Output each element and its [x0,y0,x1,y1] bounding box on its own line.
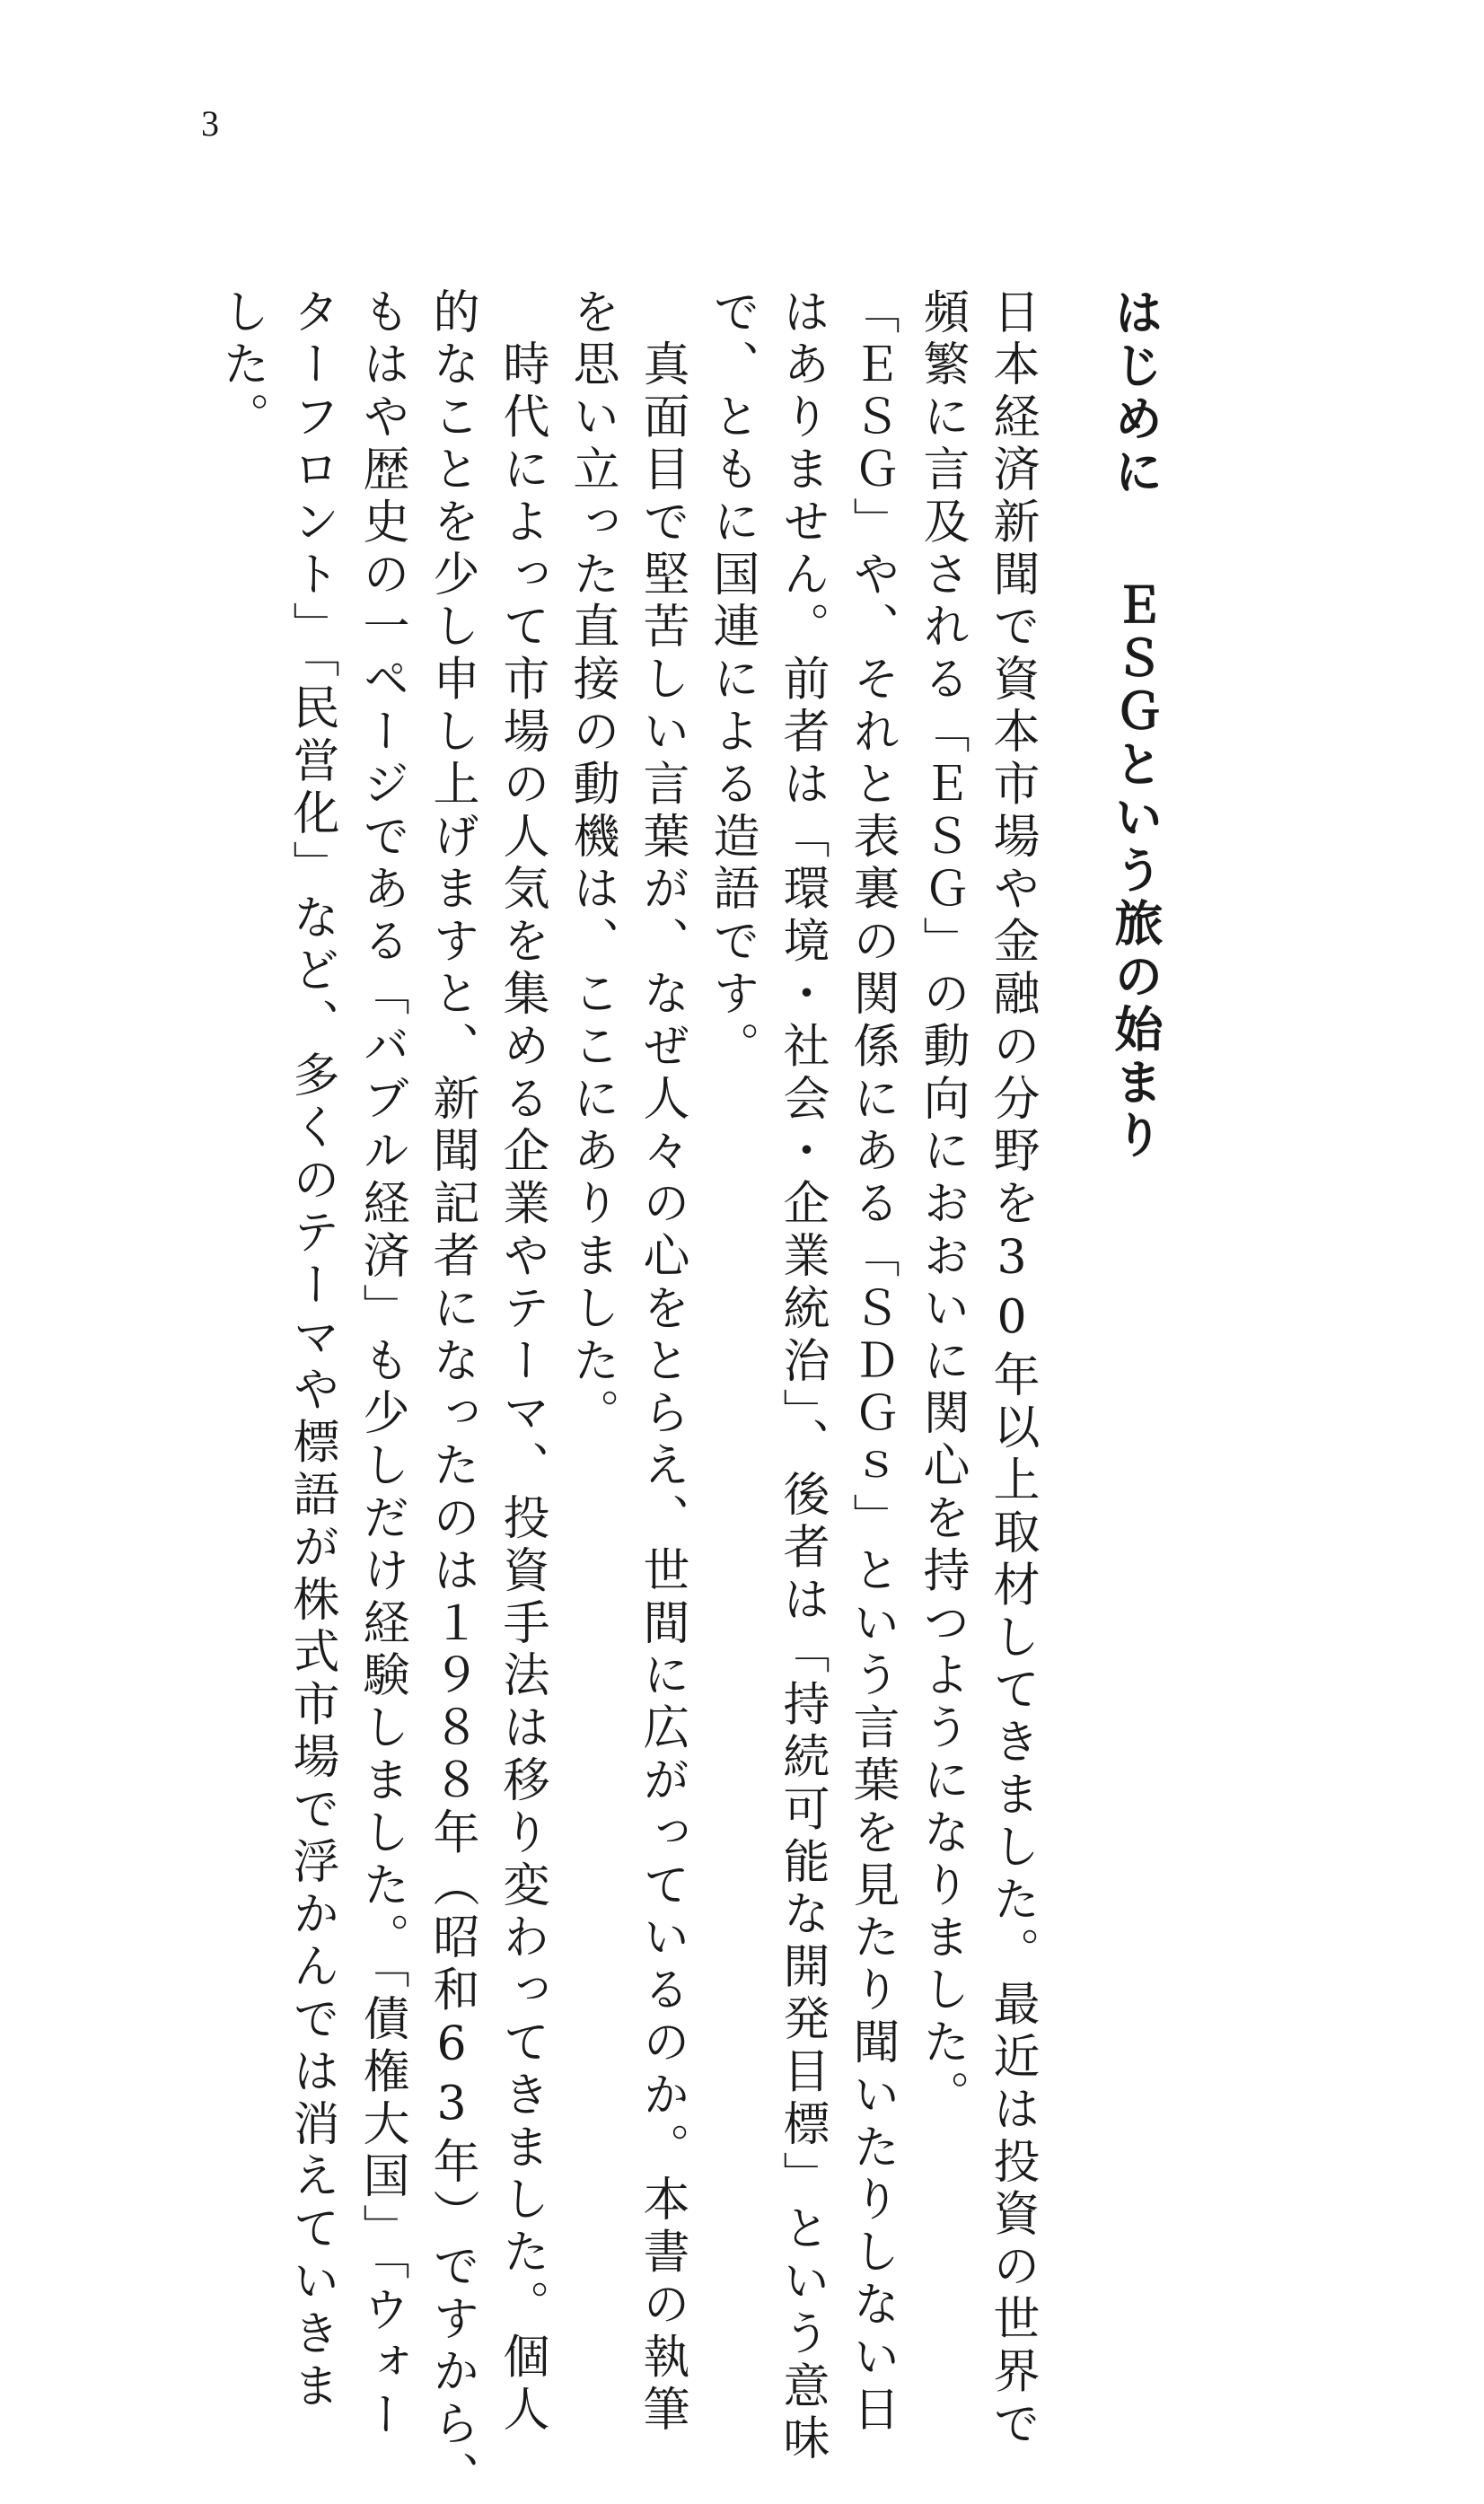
body-line: もはや歴史の一ページである「バブル経済」も少しだけ経験しました。「債権大国」「ウォー [355,287,408,2443]
body-line: した。 [215,287,268,445]
heading-label: はじめに [1107,287,1164,499]
body-line: を思い立った直接の動機は、ここにありました。 [565,287,619,1441]
chapter-heading [1101,287,1171,2047]
heading-title: ＥＳＧという旅の始まり [1107,580,1164,1163]
body-line: ターフロント」「民営化」など、多くのテーマや標語が株式市場で浮かんでは消えていきま [285,287,338,2414]
body-line: 頻繁に言及される「ＥＳＧ」の動向におおいに関心を持つようになりました。 [915,287,969,2122]
body-line: 真面目で堅苦しい言葉が、なぜ人々の心をとらえ、世間に広がっているのか。本書の執筆 [635,287,689,2438]
body-line: 日本経済新聞で資本市場や金融の分野を30年以上取材してきました。最近は投資の世界で [985,287,1039,2452]
body-line: はありません。前者は「環境・社会・企業統治」、後者は「持続可能な開発目標」という意味 [775,287,829,2466]
body-line: で、ともに国連による造語です。 [705,287,759,1074]
body-line: 的なことを少し申し上げますと、新聞記者になったのは１９８８年（昭和63年）ですから、 [425,287,479,2504]
page-number: 3 [201,103,219,144]
body-line: 「ＥＳＧ」や、それと表裏の関係にある「ＳＤＧｓ」という言葉を見たり聞いたりしない日 [845,287,899,2438]
vertical-text-block [206,287,1171,2504]
body-line: 時代によって市場の人気を集める企業やテーマ、投資手法は移り変わってきました。個人 [495,287,549,2438]
